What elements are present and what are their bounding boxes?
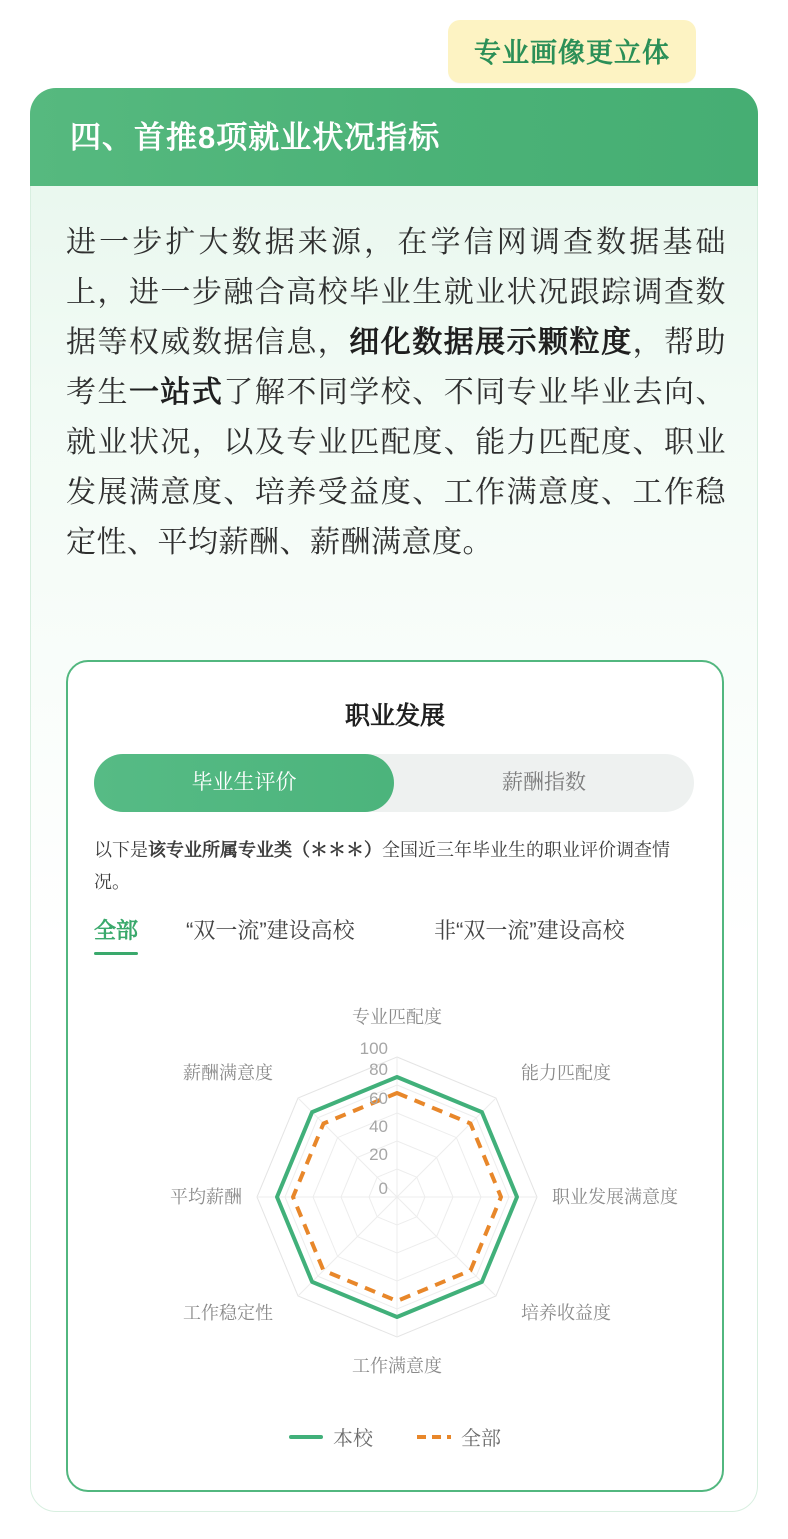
svg-text:工作满意度: 工作满意度 — [352, 1356, 442, 1376]
legend-label-all: 全部 — [461, 1428, 501, 1450]
svg-text:100: 100 — [359, 1039, 388, 1058]
chart-legend — [68, 1422, 722, 1451]
tab-group — [94, 754, 694, 812]
filter-double-first-class[interactable]: “双一流”建设高校 — [186, 918, 355, 943]
radar-chart — [78, 982, 716, 1412]
svg-text:80: 80 — [369, 1060, 388, 1079]
career-development-panel — [66, 660, 724, 1492]
paragraph-part-1: 进一步扩大数据来源，在学信网调查数据基础上，进一步融合高校毕业生就业状况跟踪调查数据等权威数据信息， — [66, 226, 726, 359]
svg-text:专业匹配度: 专业匹配度 — [352, 1007, 442, 1027]
panel-description — [94, 834, 698, 898]
radar-chart-svg — [78, 982, 716, 1412]
description-prefix: 以下是 — [94, 840, 148, 860]
radar-axis-labels — [170, 1007, 678, 1376]
svg-text:薪酬满意度: 薪酬满意度 — [183, 1063, 273, 1083]
svg-text:能力匹配度: 能力匹配度 — [521, 1063, 611, 1083]
filter-non-double-first-class[interactable]: 非“双一流”建设高校 — [434, 918, 625, 943]
legend-swatch-dashed-icon — [417, 1435, 451, 1439]
legend-swatch-solid-icon — [289, 1435, 323, 1439]
svg-text:培养收益度: 培养收益度 — [521, 1303, 611, 1323]
filter-all[interactable]: 全部 — [94, 914, 138, 945]
legend-label-school: 本校 — [333, 1428, 373, 1450]
svg-text:20: 20 — [369, 1145, 388, 1164]
svg-text:40: 40 — [369, 1117, 388, 1136]
paragraph-part-2: ，帮助考生 — [66, 326, 727, 409]
ribbon-tag: 专业画像更立体 — [448, 20, 696, 83]
svg-text:0: 0 — [378, 1179, 388, 1198]
legend-item-all — [417, 1422, 501, 1451]
page-title: 四、首推8项就业状况指标 — [70, 120, 441, 155]
radar-grid — [257, 1057, 537, 1337]
description-suffix: 全国近三年毕业生的职业评价调查情况。 — [94, 840, 670, 892]
legend-item-school — [289, 1422, 373, 1451]
paragraph-part-3: 了解不同学校、不同专业毕业去向、就业状况，以及专业匹配度、能力匹配度、职业发展满意度、培养受益度、工作满意度、工作稳定性、平均薪酬、薪酬满意度。 — [66, 376, 727, 559]
filter-group — [94, 914, 698, 958]
tab-salary-index[interactable]: 薪酬指数 — [502, 771, 586, 794]
panel-title: 职业发展 — [344, 702, 445, 730]
description-bold: 该专业所属专业类（＊＊＊） — [148, 840, 382, 860]
paragraph-bold-1: 细化数据展示颗粒度 — [349, 326, 633, 359]
svg-text:工作稳定性: 工作稳定性 — [183, 1303, 273, 1323]
svg-text:职业发展满意度: 职业发展满意度 — [552, 1187, 678, 1207]
tab-graduate-evaluation[interactable]: 毕业生评价 — [94, 754, 394, 812]
svg-text:60: 60 — [369, 1089, 388, 1108]
paragraph-bold-2: 一站式 — [128, 376, 224, 409]
svg-text:平均薪酬: 平均薪酬 — [170, 1187, 242, 1207]
body-paragraph — [66, 218, 726, 568]
